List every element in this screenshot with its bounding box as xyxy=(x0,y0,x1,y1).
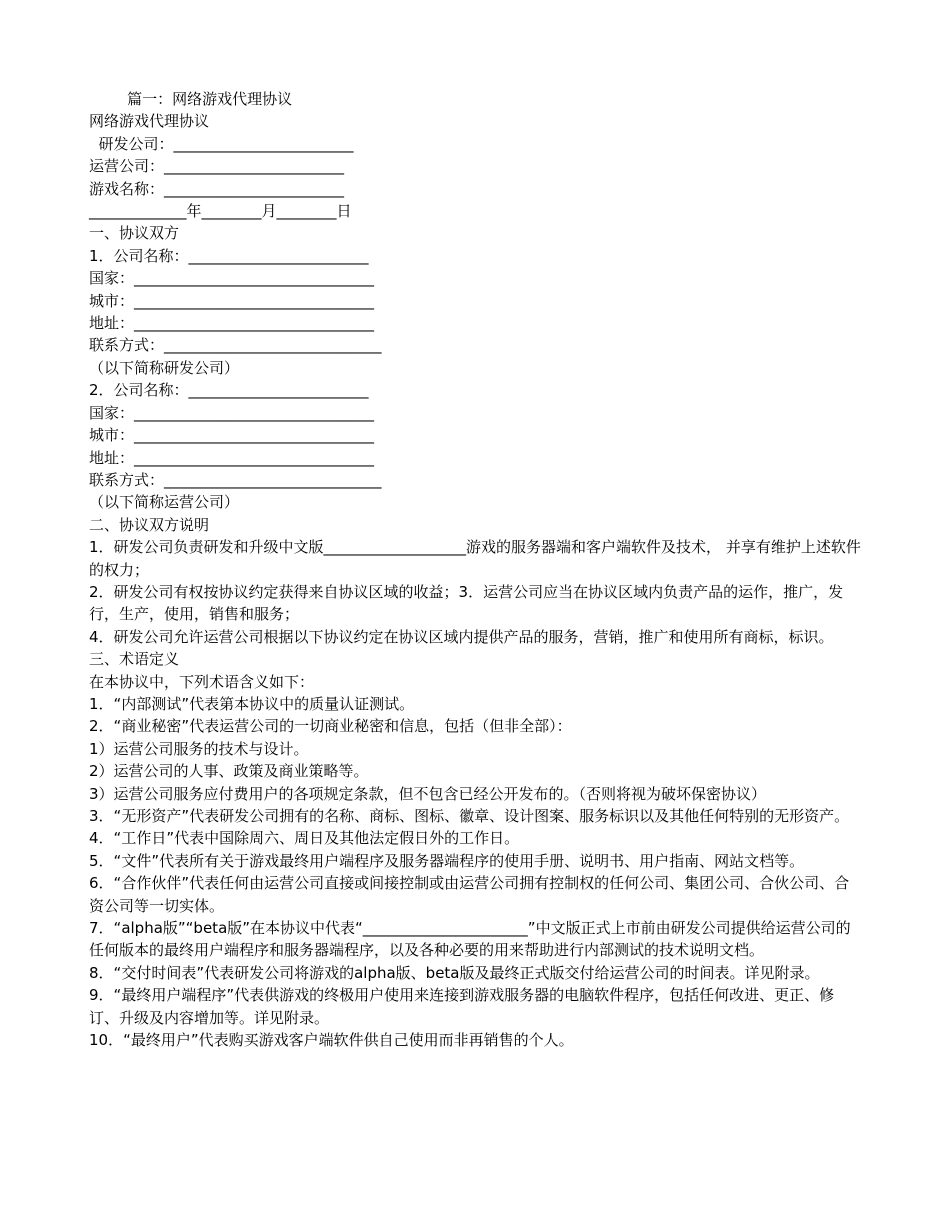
party1-city-field: 城市：________________________________ xyxy=(89,291,375,310)
party2-company-name-field: 2．公司名称：________________________ xyxy=(89,381,369,400)
party1-alias-note: （以下简称研发公司） xyxy=(89,358,240,377)
definition-10: 10．“最终用户”代表购买游戏客户端软件供自己使用而非再销售的个人。 xyxy=(89,1031,574,1050)
party1-country-field: 国家：________________________________ xyxy=(89,269,375,288)
document-page xyxy=(89,88,864,1051)
date-field: _____________年________月________日 xyxy=(89,202,352,221)
definition-8: 8．“交付时间表”代表研发公司将游戏的alpha版、beta版及最终正式版交付给运营公司的时间表。详见附录。 xyxy=(89,963,820,982)
definition-4: 4．“工作日”代表中国除周六、周日及其他法定假日外的工作日。 xyxy=(89,829,520,848)
section-heading-definitions: 三、术语定义 xyxy=(89,650,180,669)
section-heading-description: 二、协议双方说明 xyxy=(89,515,210,534)
party1-address-field: 地址：________________________________ xyxy=(89,314,375,333)
definition-3: 3．“无形资产”代表研发公司拥有的名称、商标、图标、徽章、设计图案、服务标识以及其他任何特别的无形资产。 xyxy=(89,807,850,825)
description-clause-4: 4．研发公司允许运营公司根据以下协议约定在协议区域内提供产品的服务，营销，推广和使用所有商标，标识。 xyxy=(89,627,834,646)
description-clause-2-3: 2．研发公司有权按协议约定获得来自协议区域的收益；3．运营公司应当在协议区域内负责产品的运作，推广，发行，生产，使用，销售和服务； xyxy=(89,582,844,624)
party1-contact-field: 联系方式：_____________________________ xyxy=(89,336,382,355)
definition-2-sub-2: 2）运营公司的人事、政策及商业策略等。 xyxy=(89,762,369,781)
game-name-field: 游戏名称：________________________ xyxy=(89,179,345,198)
developer-company-field: 研发公司：________________________ xyxy=(89,134,354,153)
definitions-intro: 在本协议中，下列术语含义如下： xyxy=(89,672,315,691)
definition-9: 9．“最终用户端程序”代表供游戏的终极用户使用来连接到游戏服务器的电脑软件程序，包括任何改进、更正、修订、升级及内容增加等。详见附录。 xyxy=(89,986,835,1027)
section-heading-parties: 一、协议双方 xyxy=(89,224,180,243)
party1-company-name-field: 1．公司名称：________________________ xyxy=(89,246,369,265)
definition-6: 6．“合作伙伴”代表任何由运营公司直接或间接控制或由运营公司拥有控制权的任何公司、集团公司、合伙公司、合资公司等一切实体。 xyxy=(89,874,850,915)
definition-2-sub-1: 1）运营公司服务的技术与设计。 xyxy=(89,739,309,758)
party2-contact-field: 联系方式：_____________________________ xyxy=(89,470,382,489)
party2-alias-note: （以下简称运营公司） xyxy=(89,493,240,512)
description-clause-1: 1．研发公司负责研发和升级中文版___________________游戏的服务器端和客户端软件及技术， 并享有维护上述软件的权力； xyxy=(89,538,861,579)
definition-7: 7．“alpha版”“beta版”在本协议中代表“______________________”中文版正式上市前由研发公司提供给运营公司的任何版本的最终用户端程序和服务器端程序，以及各种必要的用来帮助进行内部测试的技术说明文档。 xyxy=(89,919,851,960)
operator-company-field: 运营公司：________________________ xyxy=(89,157,345,176)
definition-2: 2．“商业秘密”代表运营公司的一切商业秘密和信息，包括（但非全部）： xyxy=(89,717,572,736)
article-heading: 篇一：网络游戏代理协议 xyxy=(89,90,293,108)
party2-address-field: 地址：________________________________ xyxy=(89,448,375,467)
party2-country-field: 国家：________________________________ xyxy=(89,403,375,422)
document-title: 网络游戏代理协议 xyxy=(89,112,210,131)
definition-2-sub-3: 3）运营公司服务应付费用户的各项规定条款，但不包含已经公开发布的。（否则将视为破坏保密协议） xyxy=(89,784,767,803)
definition-5: 5．“文件”代表所有关于游戏最终用户端程序及服务器端程序的使用手册、说明书、用户指南、网站文档等。 xyxy=(89,851,805,870)
party2-city-field: 城市：________________________________ xyxy=(89,426,375,445)
definition-1: 1．“内部测试”代表第本协议中的质量认证测试。 xyxy=(89,694,415,713)
